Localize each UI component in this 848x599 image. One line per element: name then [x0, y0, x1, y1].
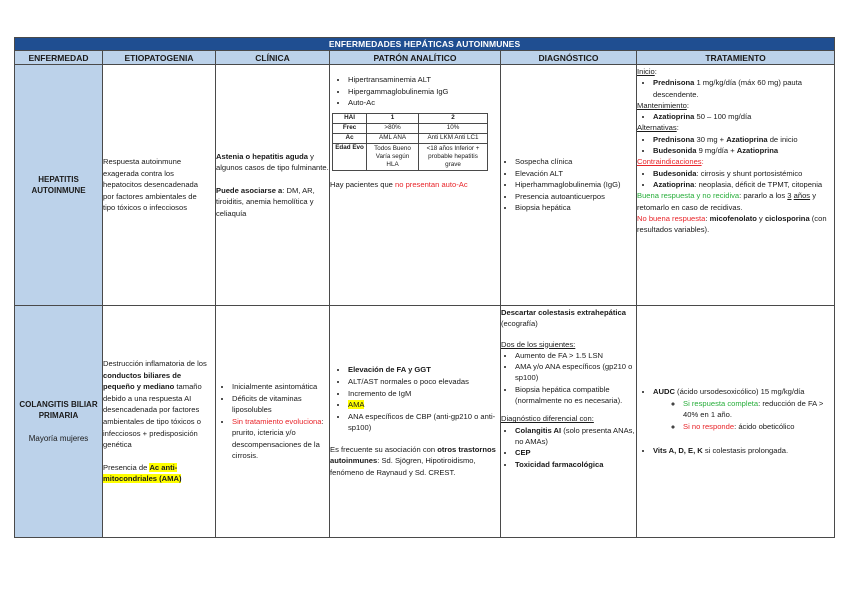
- hai-clin-1-bold: Astenia o hepatitis aguda: [216, 151, 308, 161]
- cbp-lab-ama: AMA: [348, 400, 365, 410]
- hai-tx-text: : cirrosis y shunt portosistémico: [696, 168, 803, 178]
- hai-tx-good: Buena respuesta y no recidiva: [637, 191, 740, 201]
- cbp-clin-red: Sin tratamiento evoluciona: [232, 416, 322, 426]
- hai-tx-item: [653, 145, 834, 156]
- hai-tx-text: y: [756, 213, 765, 223]
- hai-table-cell: 10%: [419, 123, 488, 133]
- hai-tx-years: años: [793, 191, 811, 201]
- cbp-tratamiento: [637, 306, 835, 538]
- cbp-tx-red: Si no responde: [683, 421, 735, 431]
- hai-tx-text: (con resultados variables).: [637, 213, 827, 235]
- hai-etiopatogenia: [103, 65, 216, 306]
- hai-tx-inicio: Inicio: [637, 67, 655, 76]
- hai-tx-mant: Mantenimiento: [637, 100, 687, 110]
- cbp-lab-item: • Elevación de FA y GGT: [348, 364, 500, 376]
- hai-tratamiento: Inicio: • Prednisona 1 mg/kg/día (máx 60 mg) pauta descendente. Mantenimiento: • Azatioprina 50 – 100 mg/día Alternativas: • Prednisona 30 mg + Azatioprina de inicio • Budesonida 9 mg/día + Azatioprina Contraindicaciones: • Budesonida: cirrosis y shunt portosistémico • Azatioprina: neoplasia, déficit de TPMT, citopenia Buena respuesta y no recidiva: pararlo a los 3 años y retomarlo en caso de recidivas. No buena respuesta: micofenolato y ciclosporina (con resultados variables).: [637, 65, 835, 306]
- sheet-title: ENFERMEDADES HEPÁTICAS AUTOINMUNES: [15, 38, 835, 51]
- hai-tx-text: :: [705, 213, 710, 223]
- hai-clin-1-rest: y algunos casos de tipo fulminante.: [216, 151, 329, 173]
- hai-table-cell: >80%: [367, 123, 419, 133]
- disease-hai-name: HEPATITIS AUTOINMUNE: [31, 175, 86, 195]
- header-tratamiento: TRATAMIENTO: [637, 51, 835, 65]
- cbp-tx-text: si colestasis prolongada.: [702, 446, 789, 456]
- cbp-tx-item: [653, 386, 834, 432]
- cbp-tx-item: [653, 445, 834, 457]
- hai-tx-text: : pararlo a los: [739, 191, 788, 201]
- hai-table-cell: Anti LKM Anti LC1: [419, 133, 488, 143]
- cbp-dx-item: • CEP: [515, 447, 636, 458]
- row-hepatitis-autoinmune: [15, 65, 835, 306]
- cbp-etio-text: Presencia de: [103, 462, 150, 472]
- hai-tx-text: 50 – 100 mg/día: [694, 112, 752, 122]
- header-diagnostico: DIAGNÓSTICO: [501, 51, 637, 65]
- hai-clin-2-bold: Puede asociarse a: [216, 185, 283, 195]
- hai-lab-note-red: no presentan auto-Ac: [395, 179, 468, 189]
- row-colangitis-biliar-primaria: [15, 306, 835, 538]
- cbp-clin-item: • Inicialmente asintomática: [232, 381, 329, 393]
- hai-lab-item: • Hipertransaminemia ALT: [348, 74, 500, 86]
- header-etiopatogenia: ETIOPATOGENIA: [103, 51, 216, 65]
- cbp-tx-sub: [683, 398, 834, 421]
- hai-tx-bold: Budesonida: [653, 168, 697, 178]
- cbp-tx-bold: Vits A, D, E, K: [653, 446, 703, 456]
- hai-tx-text: : neoplasia, déficit de TPMT, citopenia: [694, 179, 823, 189]
- hai-tx-text: y retomarlo en caso de recidivas.: [637, 191, 817, 212]
- header-enfermedad: ENFERMEDAD: [15, 51, 103, 65]
- hai-lab-note: Hay pacientes que: [330, 179, 396, 189]
- cbp-dx-bold: Colangitis AI: [515, 425, 562, 435]
- disease-cbp-name: COLANGITIS BILIAR PRIMARIA: [19, 400, 98, 420]
- hai-tx-bold: Budesonida: [653, 146, 697, 156]
- cbp-lab-item: • ALT/AST normales o poco elevadas: [348, 376, 500, 388]
- disease-hai: [15, 65, 103, 306]
- hai-table-cell: Frec: [333, 123, 367, 133]
- hai-dx-item: • Elevación ALT: [515, 168, 636, 180]
- cbp-etiopatogenia: [103, 306, 216, 538]
- cbp-clin-text: : prurito, ictericia y/o descompensaciones de la cirrosis.: [232, 416, 324, 461]
- cbp-dx-text: (solo presenta ANAs, no AMAs): [515, 425, 635, 446]
- cbp-etio-bold: conductos biliares de pequeño y mediano: [103, 370, 182, 392]
- hai-tx-bold: Azatioprina: [726, 134, 768, 144]
- hai-tx-item: [653, 134, 834, 145]
- hai-types-table: [332, 113, 488, 171]
- hai-tx-bold: ciclosporina: [764, 213, 810, 223]
- cbp-dx-bold: Descartar colestasis extrahepática: [501, 308, 626, 317]
- cbp-clinica: [216, 306, 330, 538]
- hai-table-head: 1: [367, 113, 419, 123]
- cbp-clin-item: • Déficits de vitaminas liposolubles: [232, 393, 329, 416]
- hai-tx-item: [653, 77, 834, 100]
- hai-dx-item: • Hiperhammaglobulinemia (IgG): [515, 179, 636, 191]
- disease-cbp-sub: Mayoría mujeres: [28, 434, 89, 443]
- hai-lab-item: • Hipergammaglobulinemia IgG: [348, 86, 500, 98]
- hai-tx-item: [653, 179, 834, 190]
- cbp-lab-item: • ANA específicos de CBP (anti-gp210 o anti-sp100): [348, 411, 500, 434]
- hai-table-cell: <18 años Inferior + probable hepatitis grave: [419, 143, 488, 170]
- hai-lab-item: • Auto-Ac: [348, 97, 500, 109]
- cbp-dx-item: • Toxicidad farmacológica: [515, 459, 636, 470]
- hai-table-cell: Todos Bueno Varía según HLA: [367, 143, 419, 170]
- hai-table-head: HAI: [333, 113, 367, 123]
- disease-cbp: [15, 306, 103, 538]
- cbp-dx-text: (ecografía): [501, 319, 538, 329]
- hepatic-diseases-sheet: [14, 37, 834, 538]
- cbp-patron-analitico: [330, 306, 501, 538]
- hai-table-cell: AML ANA: [367, 133, 419, 143]
- cbp-lab-text: Es frecuente su asociación con: [330, 444, 438, 454]
- cbp-clin-item: [232, 416, 329, 462]
- cbp-tx-text: : reducción de FA > 40% en 1 año.: [683, 398, 824, 420]
- hai-tx-years-num: 3: [787, 191, 792, 201]
- hai-tx-text: 1 mg/kg/día (máx 60 mg) pauta descendente.: [653, 78, 802, 99]
- hai-dx-item: • Biopsia hepática: [515, 202, 636, 214]
- hai-table-cell: Ac: [333, 133, 367, 143]
- cbp-tx-text: : ácido obeticólico: [734, 421, 795, 431]
- main-table: [14, 37, 835, 538]
- cbp-tx-text: (ácido ursodesoxicólico) 15 mg/kg/día: [674, 387, 805, 397]
- cbp-dx-item: • AMA y/o ANA específicos (gp210 o sp100): [515, 361, 636, 384]
- hai-tx-item: [653, 168, 834, 179]
- cbp-lab-text: : Sd. Sjögren, Hipotiroidismo, fenómeno de Raynaud y Sd. CREST.: [330, 456, 476, 478]
- hai-tx-text: de inicio: [767, 134, 798, 144]
- hai-tx-bold: micofenolato: [709, 213, 757, 223]
- hai-tx-pred: Prednisona: [653, 78, 695, 88]
- cbp-tx-sub: [683, 421, 834, 433]
- hai-dx-item: • Sospecha clínica: [515, 156, 636, 168]
- hai-clin-2-rest: : DM, AR, tiroiditis, anemia hemolítica y celiaquía: [216, 185, 315, 218]
- cbp-etio-text: Destrucción inflamatoria de los: [103, 359, 207, 369]
- hai-table-head: 2: [419, 113, 488, 123]
- cbp-lab-item: [348, 399, 500, 411]
- hai-tx-aza: Azatioprina: [653, 112, 695, 122]
- hai-table-cell: Edad Evo: [333, 143, 367, 170]
- cbp-dx-two: Dos de los siguientes:: [501, 339, 576, 349]
- hai-tx-text: 30 mg +: [694, 134, 727, 144]
- hai-tx-text: 9 mg/día +: [696, 146, 737, 156]
- cbp-lab-bold: otros trastornos autoinmunes: [330, 444, 496, 466]
- hai-etio-text: Respuesta autoinmune exagerada contra los hepatocitos desencadenada por factores ambientales de tipo tóxicos o infecciosos: [103, 157, 198, 213]
- hai-tx-bold: Prednisona: [653, 134, 695, 144]
- hai-tx-bold: Azatioprina: [653, 179, 695, 189]
- hai-clinica: [216, 65, 330, 306]
- hai-patron-analitico: [330, 65, 501, 306]
- hai-tx-bold: Azatioprina: [736, 146, 779, 156]
- cbp-etio-ama: Ac anti-mitocondriales (AMA): [103, 462, 182, 484]
- header-patron-analitico: PATRÓN ANALÍTICO: [330, 51, 501, 65]
- hai-tx-alt: Alternativas: [637, 123, 677, 133]
- cbp-dx-item: • Biopsia hepática compatible (normalmente no es necesaria).: [515, 384, 636, 407]
- hai-tx-ci: Contraindicaciones: [637, 157, 702, 167]
- hai-diagnostico: [501, 65, 637, 306]
- hai-tx-bad: No buena respuesta: [637, 213, 706, 223]
- cbp-dx-diff: Diagnóstico diferencial con:: [501, 414, 594, 424]
- hai-tx-item: [653, 111, 834, 122]
- cbp-lab-item: • Incremento de IgM: [348, 388, 500, 400]
- cbp-tx-bold: AUDC: [653, 387, 675, 397]
- cbp-tx-green: Si respuesta completa: [683, 398, 759, 408]
- cbp-dx-item: [515, 425, 636, 448]
- cbp-etio-text: tamaño debido a una respuesta AI desencadenada por factores ambientales de tipo tóxicos o infecciosos + predisposición genética: [103, 382, 202, 450]
- cbp-diagnostico: [501, 306, 637, 538]
- header-clinica: CLÍNICA: [216, 51, 330, 65]
- cbp-dx-item: • Aumento de FA > 1.5 LSN: [515, 350, 636, 361]
- hai-dx-item: • Presencia autoanticuerpos: [515, 191, 636, 203]
